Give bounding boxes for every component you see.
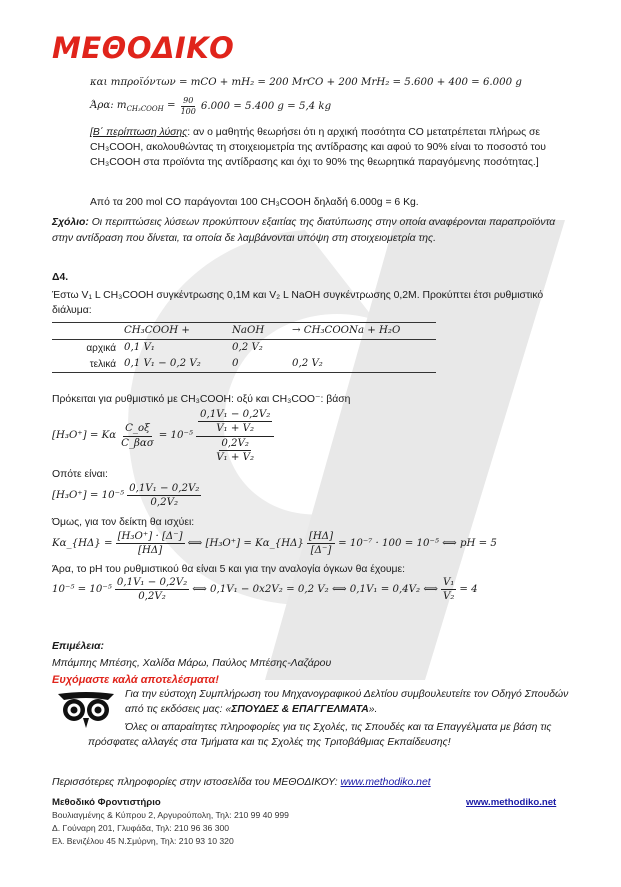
more-info-line: Περισσότερες πληροφορίες στην ιστοσελίδα του ΜΕΘΟΔΙΚΟΥ: www.methodiko.net xyxy=(52,777,431,788)
brand-logo: ΜΕΘΟΔΙΚΟ xyxy=(52,31,235,65)
footer-address: Βουλιαγμένης & Κύπρου 2, Αργυρούπολη, Τηλ: 210 99 40 999 xyxy=(52,810,289,820)
table-cell: 0 xyxy=(228,356,288,373)
fraction-c-ratio: $\frac{C\_o\xi}{\text{C\_βασ}}$ xyxy=(121,423,154,449)
promo-paragraph-2: Όλες οι απαραίτητες πληροφορίες για τις Σχολές, τις Σπουδές και τα Επαγγέλματα με βάση τις πρόσφατες αλλαγές στα Τμήματα και τις Σχολές της Τριτοβάθμιας Εκπαίδευσης! xyxy=(88,722,552,749)
equation-3: Κα_{HΔ} = $\frac{\text{[H₃O⁺] · [Δ⁻]}}{[H\Delta]}$ ⟺ [H₃O⁺] = Κα_{HΔ} $\frac{[H\Delta]}{[\Delta^-]}$ = 10⁻⁷ · 100 = 10⁻⁵ ⟺ pH = 5 xyxy=(52,531,497,557)
table-cell: 0,1 V₁ − 0,2 V₂ xyxy=(120,356,228,373)
reaction-table xyxy=(52,322,436,373)
table-row xyxy=(52,340,436,357)
d4-heading: Δ4. xyxy=(52,272,69,283)
mass-line: και mπροϊόντων = mCO + mH₂ = 200 MrCO + 200 MrH₂ = 5.600 + 400 = 6.000 g xyxy=(90,77,522,88)
table-row xyxy=(52,356,436,373)
equation-2: [H₃O⁺] = 10⁻⁵ $\frac{\text{0,1V₁ − 0,2V₂}}{\text{0,2V₂}}$ xyxy=(52,483,200,509)
table-cell: τελικά xyxy=(52,356,120,373)
from-200-line: Από τα 200 mol CO παράγονται 100 CH₃COOH δηλαδή 6.000g = 6 Kg. xyxy=(90,197,419,208)
equation-4: 10⁻⁵ = 10⁻⁵ $\frac{\text{0,1V₁ − 0,2V₂}}{\text{0,2V₂}}$ ⟺ 0,1V₁ − 0x2V₂ = 0,2 V₂ ⟺ 0,1V₁ = 0,4V₂ ⟺ $\frac{\text{V₁}}{\text{V₂}}$ = 4 xyxy=(52,577,478,603)
ara-line: Άρα: $m_{CH_3COOH}$ = $\frac{90}{100}$ 6.000 = 5.400 g = 5,4 kg xyxy=(90,96,332,117)
footer-address: Ελ. Βενιζέλου 45 Ν.Σμύρνη, Τηλ: 210 93 10 320 xyxy=(52,836,234,846)
fraction-90-100: $\frac{90}{100}$ xyxy=(180,96,196,117)
promo-paragraph: Για την εύστοχη Συμπλήρωση του Μηχανογραφικού Δελτίου συμβουλευτείτε τον Οδηγό Σπουδών από τις εκδόσεις μας: «ΣΠΟΥΔΕΣ & ΕΠΑΓΓΕΛΜΑΤΑ». xyxy=(125,689,569,715)
equation-1: [H₃O⁺] = Κα $\frac{C\_o\xi}{\text{C\_βασ}}$ = 10⁻⁵ $\frac{\frac{\text{0,1V₁ − 0,2V₂}}{\text{V₁ + V₂}}}{\frac{\text{0,2V₂}}{\text{V₁ + V₂}}}$ xyxy=(52,408,572,464)
table-cell: 0,2 V₂ xyxy=(232,342,263,354)
table-header-cell xyxy=(52,323,120,340)
b-case-paragraph: [Β΄ περίπτωση λύσης: αν ο μαθητής θεωρήσει ότι η αρχική ποσότητα CO μετατρέπεται πλήρως σε CH₃COOH, ακολουθώντας τη στοιχειομετρία της αντίδρασης και αφού το 90% είναι το ποσοστό του CH₃COOH στα προϊόντα της αντίδρασης και όχι το 90% της θεωρητικά παραγόμενης ποσότητας.] xyxy=(90,127,546,169)
table-header-cell: NaOH xyxy=(228,323,288,340)
fraction-compound: $\frac{\frac{\text{0,1V₁ − 0,2V₂}}{\text{V₁ + V₂}}}{\frac{\text{0,2V₂}}{\text{V₁ + V₂}}}$ xyxy=(196,408,274,464)
methodiko-link[interactable]: www.methodiko.net xyxy=(340,777,431,788)
buffer-line: Πρόκειται για ρυθμιστικό με CH₃COOH: οξύ και CH₃COO⁻: βάση xyxy=(52,394,351,405)
table-header-row xyxy=(52,323,436,340)
table-cell: 0,1 V₁ xyxy=(124,342,155,354)
table-cell: 0,2 V₂ xyxy=(288,356,436,373)
comment-paragraph: Σχόλιο: Οι περιπτώσεις λύσεων προκύπτουν εξαιτίας της διατύπωσης στην οποία αναφέρονται παραπροϊόντα στην αντίδραση που δίνεται, τα οποία δε λαμβάνονται υπόψη στη στοιχειομετρία της. xyxy=(52,217,556,244)
authors-line: Μπάμπης Μπέσης, Χαλίδα Μάρω, Παύλος Μπέσης-Λαζάρου xyxy=(52,658,332,669)
table-header-cell: CH₃COOH + xyxy=(120,323,228,340)
omos-line: Όμως, για τον δείκτη θα ισχύει: xyxy=(52,517,195,528)
table-cell: αρχικά xyxy=(86,342,116,354)
opote-line: Οπότε είναι: xyxy=(52,469,108,480)
footer-address: Δ. Γούναρη 201, Γλυφάδα, Τηλ: 210 96 36 300 xyxy=(52,823,230,833)
esto-paragraph: Έστω V₁ L CH₃COOH συγκέντρωσης 0,1M και V₂ L NaOH συγκέντρωσης 0,2M. Προκύπτει έτσι ρυθμιστικό διάλυμα: xyxy=(52,290,544,316)
wish-line: Ευχόμαστε καλά αποτελέσματα! xyxy=(52,674,219,686)
table-header-cell: → CH₃COONa + H₂O xyxy=(288,323,436,340)
epimeleia-heading: Επιμέλεια: xyxy=(52,641,104,652)
table-cell xyxy=(288,340,436,357)
footer-website-link[interactable]: www.methodiko.net xyxy=(466,797,557,808)
footer-company: Μεθοδικό Φροντιστήριο xyxy=(52,797,161,808)
ara-ph-line: Άρα, το pH του ρυθμιστικού θα είναι 5 και για την αναλογία όγκων θα έχουμε: xyxy=(52,564,406,575)
